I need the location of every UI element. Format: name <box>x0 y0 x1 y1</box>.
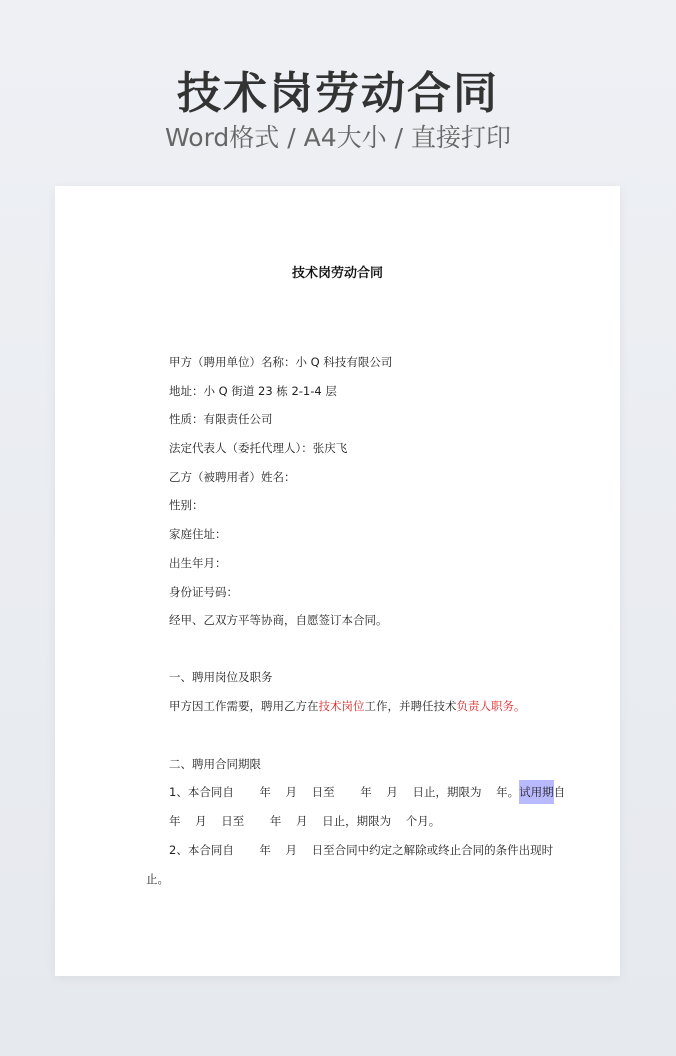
gender-line: 性别： <box>169 498 204 512</box>
id-number-line: 身份证号码： <box>169 585 238 599</box>
legal-rep-line: 法定代表人（委托代理人）：张庆飞 <box>169 441 348 455</box>
agreement-line: 经甲、乙双方平等协商，自愿签订本合同。 <box>169 613 388 627</box>
address-line: 地址：小 Q 街道 23 栋 2-1-4 层 <box>169 384 337 398</box>
home-address-line: 家庭住址： <box>169 527 227 541</box>
clause2-line: 2、本合同自 年 月 日至合同中约定之解除或终止合同的条件出现时 <box>169 843 554 857</box>
document-title: 技术岗劳动合同 <box>291 266 383 281</box>
position-highlight: 技术岗位 <box>318 699 365 713</box>
nature-line: 性质：有限责任公司 <box>169 412 273 426</box>
party-a-name-line: 甲方（聘用单位）名称：小 Q 科技有限公司 <box>169 355 393 369</box>
document-page <box>55 186 620 976</box>
section1-heading: 一、聘用岗位及职务 <box>169 670 273 684</box>
section1-text-part1: 甲方因工作需要，聘用乙方在 <box>169 699 319 713</box>
clause1-line <box>169 783 565 801</box>
party-b-name-line: 乙方（被聘用者）姓名： <box>169 470 296 484</box>
birth-date-line: 出生年月： <box>169 556 227 570</box>
clause2-continuation: 止。 <box>146 872 169 886</box>
section1-text-part3: 工作，并聘任技术 <box>364 699 457 713</box>
clause1-part1: 1、本合同自 年 月 日至 年 月 日止，期限为 年。 <box>169 785 520 799</box>
section1-text <box>169 697 526 715</box>
banner-subtitle: Word格式 / A4大小 / 直接打印 <box>165 123 511 152</box>
duty-highlight: 负责人职务。 <box>456 699 526 713</box>
banner-title: 技术岗劳动合同 <box>177 68 499 119</box>
clause1-part3: 自 <box>553 785 566 799</box>
section2-heading: 二、聘用合同期限 <box>169 757 261 771</box>
probation-selection[interactable]: 试用期 <box>519 780 554 804</box>
clause1-continuation: 年 月 日至 年 月 日止，期限为 个月。 <box>169 814 441 828</box>
